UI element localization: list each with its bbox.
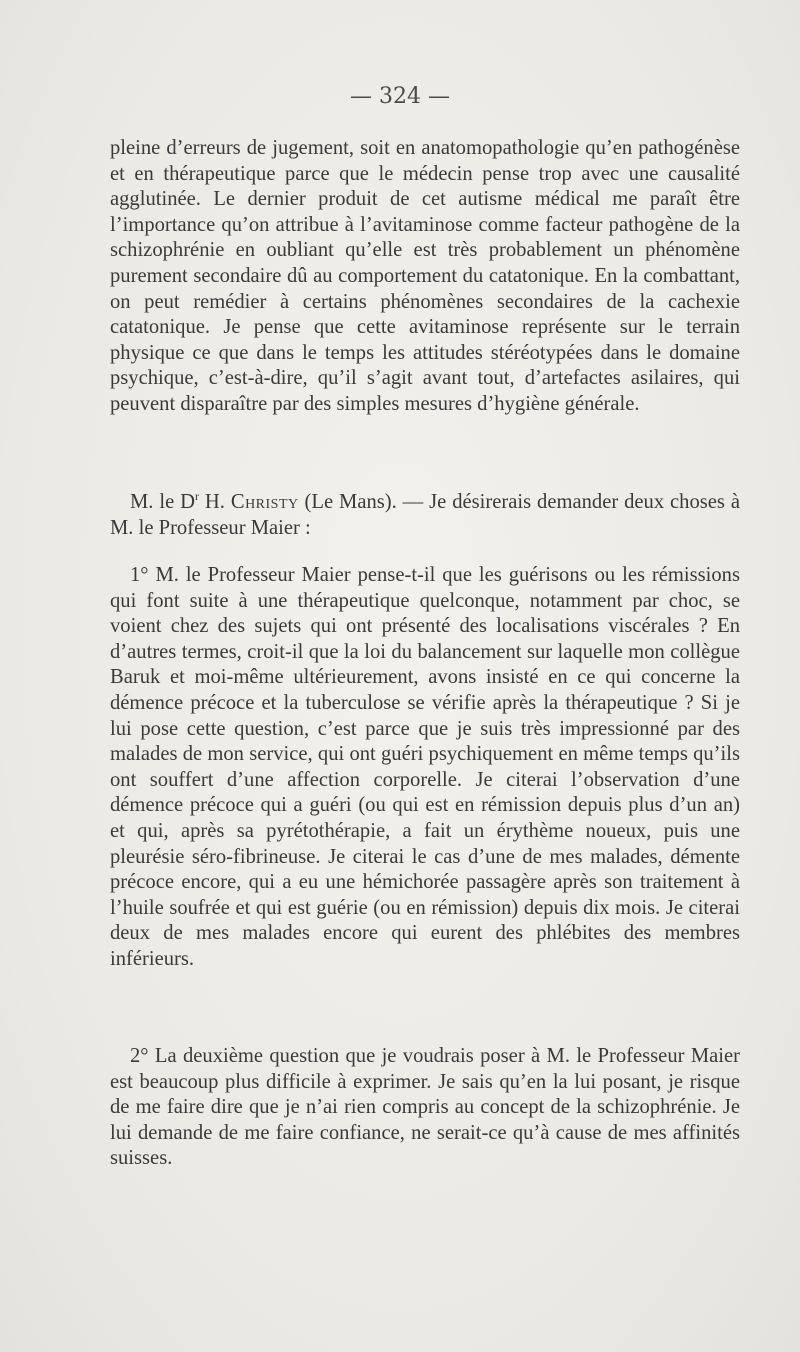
paragraph-text: pleine d’erreurs de jugement, soit en anatomopathologie qu’en pathogénèse et en thérapeutique parce que le médecin pense trop avec une causalité agglutinée. Le dernier produit de cet autisme médical me paraît être l’importance qu’on attribue à l’avitaminose comme facteur pathogène de la schizophrénie en oubliant qu’elle est très probablement un phénomène purement secondaire dû au comportement du catatonique. En la combattant, on peut remédier à certains phénomènes secondaires de la cachexie catatonique. Je pense que cette avitaminose représente sur le terrain physique ce que dans le temps les attitudes stéréotypées dans le domaine psychique, c’est-à-dire, qu’il s’agit avant tout, d’artefactes asilaires, qui peuvent disparaître par des simples mesures d’hygiène générale. [110,137,740,415]
paragraph-speaker-intro [110,490,740,541]
speaker-prefix: M. le D [130,491,195,513]
paragraph-continuation [110,136,740,418]
paragraph-text [110,490,740,541]
paragraph-question-1 [110,563,740,973]
speaker-initial: H. [199,491,231,513]
speaker-name: Christy [230,491,299,513]
doctor-abbrev-sup: r [195,489,199,504]
speaker-rest: (Le Mans). — Je désirerais demander deux choses à M. le Professeur Maier : [110,491,740,539]
paragraph-text: 1° M. le Professeur Maier pense-t-il que les guérisons ou les rémissions qui font suite à une thérapeutique quelconque, notamment par choc, se voient chez des sujets qui ont présenté des localisations viscérales ? En d’autres termes, croit-il que la loi du balancement sur laquelle mon collègue Baruk et moi-même ultérieurement, avons insisté en ce qui concerne la démence précoce et la tuberculose se vérifie après la thérapeutique ? Si je lui pose cette question, c’est parce que je suis très impressionné par des malades de mon service, qui ont guéri psychiquement en même temps qu’ils ont souffert d’une affection corporelle. Je citerai l’observation d’une démence précoce qui a guéri (ou qui est en rémission depuis plus d’un an) et qui, après sa pyrétothérapie, a fait un érythème noueux, puis une pleurésie séro-fibrineuse. Je citerai le cas d’une de mes malades, démente précoce encore, qui a eu une hémichorée passagère après son traitement à l’huile soufrée et qui est guérie (ou en rémission) depuis dix mois. Je citerai deux de mes malades encore qui eurent des phlébites des membres inférieurs. [110,564,740,970]
paragraph-text: 2° La deuxième question que je voudrais poser à M. le Professeur Maier est beaucoup plus difficile à exprimer. Je sais qu’en la lui posant, je risque de me faire dire que je n’ai rien compris au concept de la schizophrénie. Je lui demande de me faire confiance, ne serait-ce qu’à cause de mes affinités suisses. [110,1045,740,1170]
paragraph-question-2 [110,1044,740,1172]
page-number: — 324 — [350,84,450,109]
